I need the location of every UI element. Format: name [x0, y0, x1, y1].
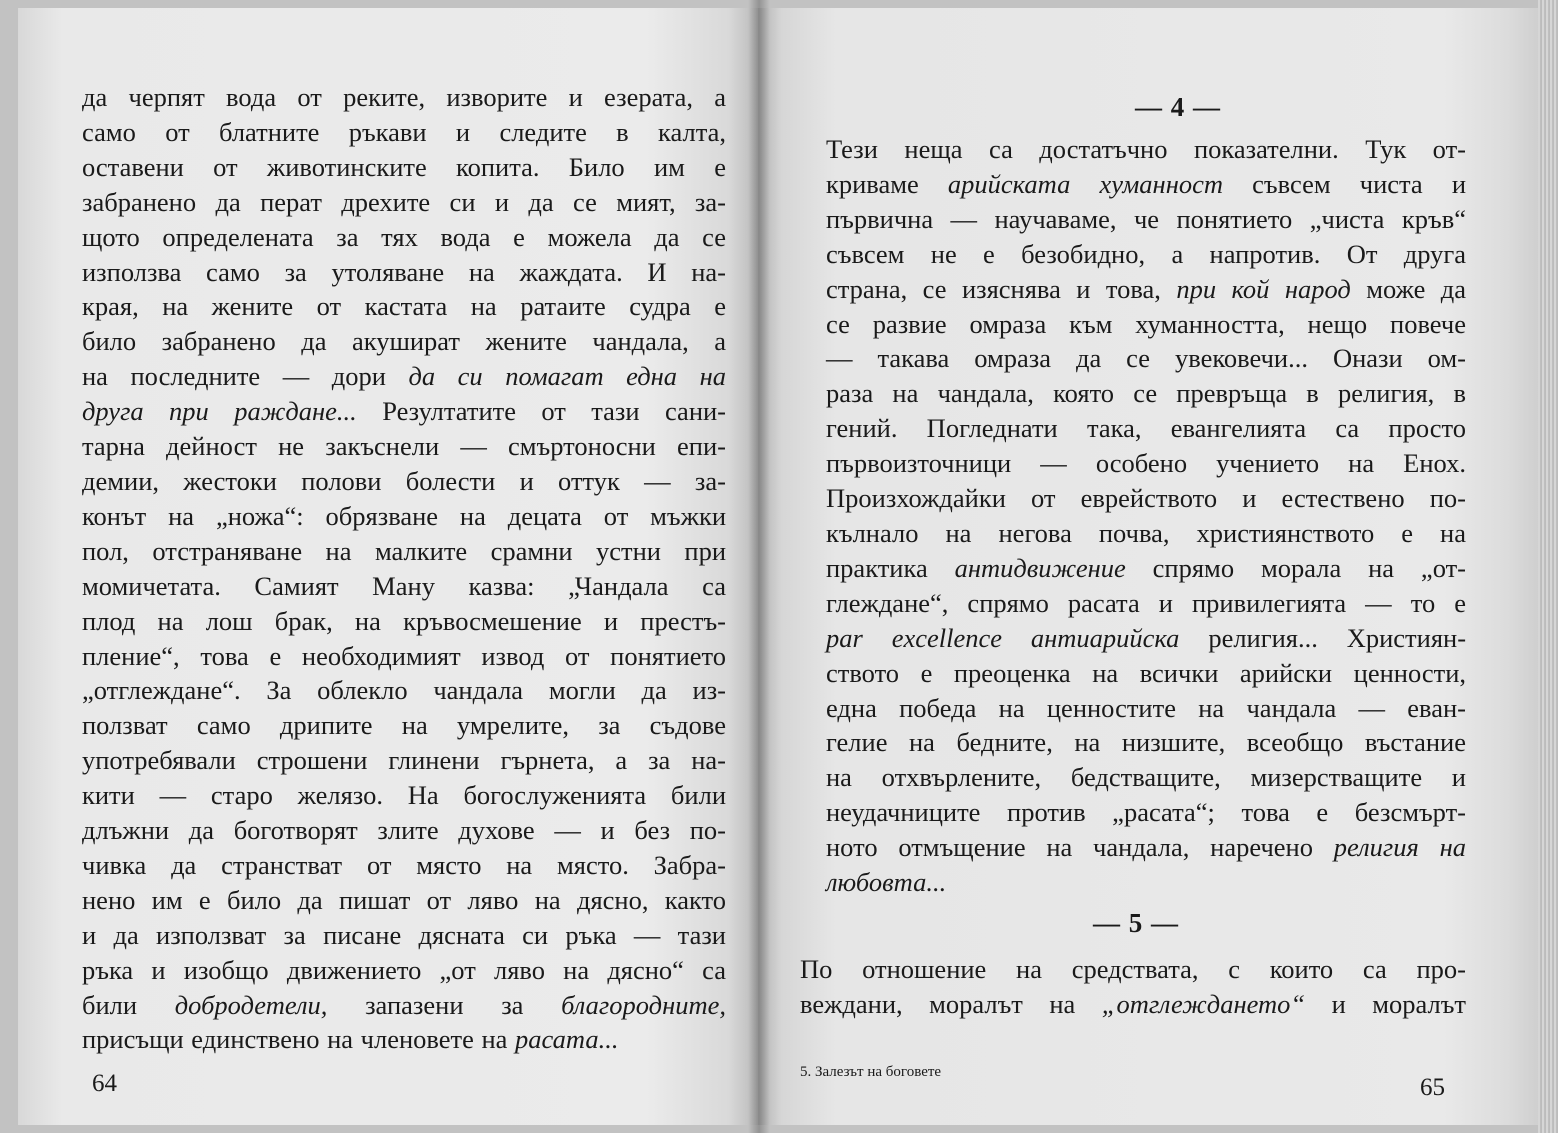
text-line: длъжни да боготворят злите духове — и без по- — [82, 815, 726, 846]
text-line: една победа на ценностите на чандала — еван- — [826, 692, 1466, 723]
text-line — [826, 830, 1466, 865]
italic-run: добродетели, — [174, 989, 328, 1020]
text-line: пление“, това е необходимият извод от понятието — [82, 640, 726, 671]
text-line: било забранено да акушират жените чандала, а — [82, 326, 726, 357]
page-number: 65 — [1420, 1074, 1445, 1101]
text-line: глеждане“, спрямо расата и привилегията — то е — [826, 587, 1466, 618]
text-run: присъщи единствено на членовете на — [82, 1024, 508, 1055]
text-line: използва само за утоляване на жаждата. И на- — [82, 256, 726, 287]
italic-run: „отглеждането“ — [1101, 988, 1306, 1019]
italic-run: да си помагат една на — [408, 361, 726, 392]
text-run: и моралът — [1331, 988, 1466, 1019]
text-line: и да използват за писане дясната си ръка — тази — [82, 919, 726, 950]
text-line: демии, жестоки полови болести и оттук — за- — [82, 465, 726, 496]
text-line: Произхождайки от еврейството и естествено по- — [826, 483, 1466, 514]
section-heading: — 5 — — [1093, 908, 1179, 938]
section-heading: — 4 — — [1135, 92, 1221, 122]
text-line — [82, 359, 726, 394]
text-line: първична — научаваме, че понятието „чиста кръв“ — [826, 203, 1466, 234]
text-line: чивка да странстват от място на място. Забра- — [82, 849, 726, 880]
text-run: практика — [826, 552, 928, 583]
text-line: на отхвърлените, бедстващите, мизерстващите и — [826, 762, 1466, 793]
text-line — [82, 394, 726, 429]
italic-run: арийската хуманност — [947, 168, 1223, 199]
italic-run: религия на — [1333, 832, 1466, 863]
right-page-text-continued — [800, 952, 1466, 1022]
signature-note: 5. Залезът на боговете — [800, 1064, 942, 1080]
text-line: нено им е било да пишат от ляво на дясно, както — [82, 884, 726, 915]
italic-run: при кой народ — [1176, 273, 1351, 304]
text-line: края, на жените от кастата на ратаите судра е — [82, 291, 726, 322]
text-line: кити — старо желязо. На богослуженията били — [82, 780, 726, 811]
italic-run: расата... — [515, 1024, 619, 1055]
text-run: Резултатите от тази сани- — [382, 396, 727, 427]
text-line: момичетата. Самият Ману казва: „Чандала са — [82, 570, 726, 601]
text-line: забранено да перат дрехите си и да се мият, за- — [82, 186, 726, 217]
text-line: По отношение на средствата, с които са про- — [800, 954, 1466, 984]
text-line: конът на „ножа“: обрязване на децата от мъжки — [82, 500, 726, 531]
text-line: раза на чандала, която се превръща в религия, в — [826, 378, 1466, 409]
text-line: първоизточници — особено учението на Енох. — [826, 448, 1466, 479]
page-number: 64 — [92, 1070, 117, 1097]
text-line: ръка и изобщо движението „от ляво на дясно“ са — [82, 954, 726, 985]
text-line: гений. Погледнати така, евангелията са просто — [826, 413, 1466, 444]
text-line: съвсем не е безобидно, а напротив. От друга — [826, 238, 1466, 269]
text-run: веждани, моралът на — [800, 988, 1076, 1019]
text-run: спрямо морала на „от- — [1152, 552, 1466, 583]
text-line — [82, 988, 726, 1023]
text-run: ното отмъщение на чандала, наречено — [826, 832, 1313, 863]
text-line: гелие на бедните, на низшите, всеобщо въстание — [826, 727, 1466, 758]
text-run: може да — [1366, 273, 1467, 304]
text-run: съвсем чиста и — [1252, 168, 1467, 199]
text-line: се развие омраза към хуманността, нещо повече — [826, 308, 1466, 339]
right-page-text — [826, 132, 1466, 900]
text-line: оставени от животинските копита. Било им е — [82, 151, 726, 182]
page-edges — [1538, 0, 1558, 1133]
italic-run: друга при раждане... — [82, 396, 357, 427]
italic-run: любовта... — [826, 867, 947, 898]
text-line — [800, 987, 1466, 1022]
text-line: да черпят вода от реките, изворите и езерата, а — [82, 82, 726, 112]
text-line: кълнало на негова почва, християнството е на — [826, 517, 1466, 548]
text-line: — такава омраза да се увековечи... Онази ом- — [826, 343, 1466, 374]
text-line: плод на лош брак, на кръвосмешение и престъ- — [82, 605, 726, 636]
text-run: религия... Християн- — [1208, 622, 1467, 653]
left-page — [18, 8, 758, 1125]
text-line: пол, отстраняване на малките срамни устни при — [82, 535, 726, 566]
text-line: употребявали строшени глинени гърнета, а за на- — [82, 745, 726, 776]
text-line: неудачниците против „расата“; това е безсмърт- — [826, 797, 1466, 828]
italic-run: антидвижение — [954, 552, 1126, 583]
text-line — [826, 865, 1466, 900]
right-page — [758, 8, 1538, 1125]
left-page-text — [82, 80, 726, 1057]
text-line — [826, 272, 1466, 307]
text-run: на последните — дори — [82, 361, 386, 392]
text-line: само от блатните ръкави и следите в калта, — [82, 116, 726, 147]
text-line — [826, 621, 1466, 656]
text-line: ползват само дрипите на умрелите, за съдове — [82, 710, 726, 741]
text-line: тарна дейност не закъснели — смъртоносни епи- — [82, 431, 726, 462]
text-line: ството е преоценка на всички арийски ценности, — [826, 657, 1466, 688]
text-run: страна, се изяснява и това, — [826, 273, 1161, 304]
text-run: били — [82, 989, 138, 1020]
italic-run: благородните, — [561, 989, 727, 1020]
text-run: запазени за — [365, 989, 524, 1020]
text-line — [82, 1022, 726, 1057]
text-line — [826, 551, 1466, 586]
text-run: криваме — [826, 168, 919, 199]
italic-run: par excellence антиарийска — [826, 622, 1180, 653]
text-line: щото определената за тях вода е можела да се — [82, 221, 726, 252]
text-line: „отглеждане“. За облекло чандала могли да из- — [82, 675, 726, 706]
text-line: Тези неща са достатъчно показателни. Тук от- — [826, 134, 1466, 164]
text-line — [826, 167, 1466, 202]
